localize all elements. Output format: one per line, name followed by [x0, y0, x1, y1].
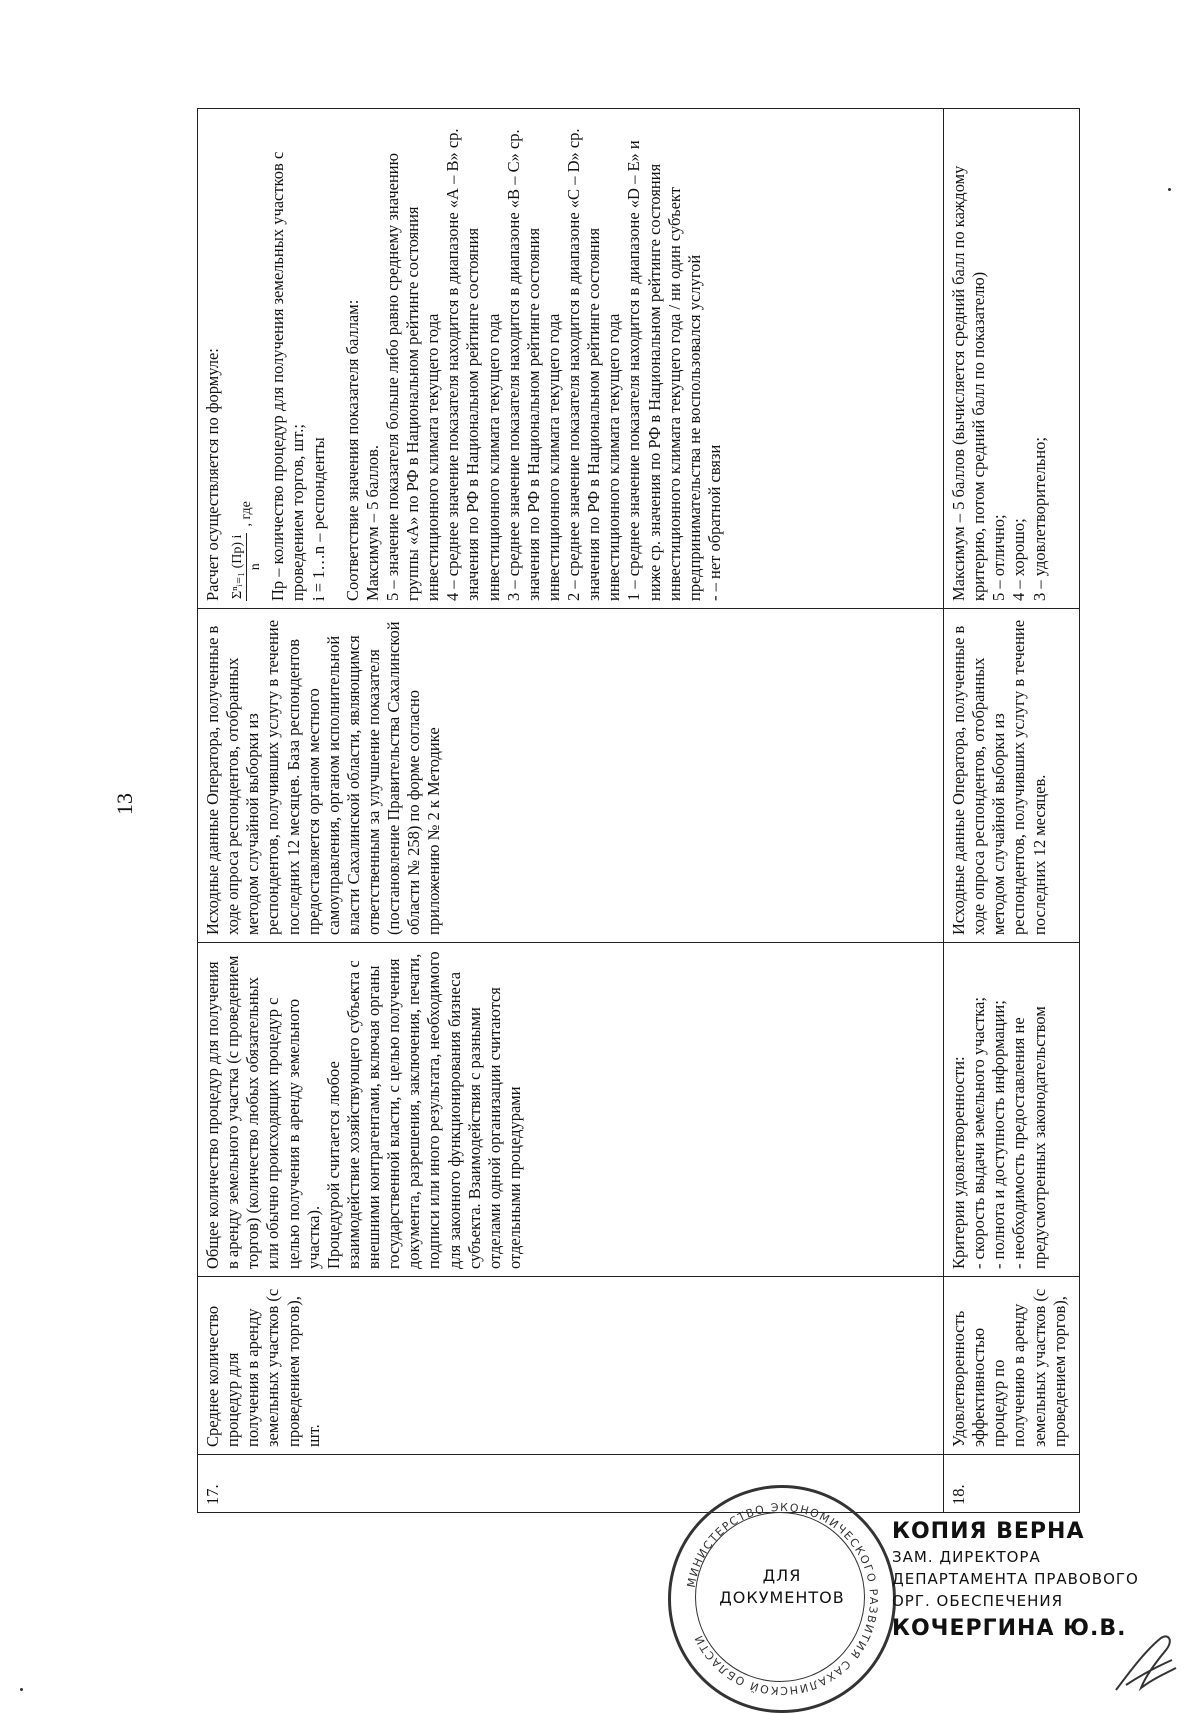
row-number: 17.: [198, 1455, 944, 1513]
indicator-name: Удовлетворенность эффективностью процедур по получению в аренду земельных участков (с проведением торгов),: [944, 1277, 1080, 1455]
definition-line: - необходимость предоставления не предусмотренных законодательством: [1009, 1006, 1049, 1269]
score-line: 2 – среднее значение показателя находится в диапазоне «С – D» ср. значения по РФ в Национальном рейтинге состояния инвестиционного климата текущего года: [564, 128, 624, 601]
score-line: Соответствие значения показателя баллам:: [342, 299, 362, 601]
document-table-rotated: [197, 109, 1079, 1513]
calculation-method: [198, 109, 944, 609]
score-line: 3 – среднее значение показателя находится в диапазоне «В – С» ср. значения по РФ в Национальном рейтинге состояния инвестиционного климата текущего года: [503, 129, 563, 601]
definition-line: Критерии удовлетворенности:: [949, 1056, 968, 1269]
calc-legend: Пр – количество процедур для получения земельных участков с проведением торгов, шт.;: [268, 151, 308, 601]
score-line: - – нет обратной связи: [704, 444, 724, 601]
data-source: Исходные данные Оператора, полученные в ходе опроса респондентов, отобранных методом случайной выборки из респондентов, получивших услугу в течение последних 12 месяцев. База респондентов предоставляется органом местного самоуправления, органом исполнительной власти Сахалинской области, являющимся ответственным за улучшение показателя (постановление Правительства Сахалинской области № 258) по форме согласно приложению № 2 к Методике: [198, 609, 944, 943]
indicator-name: Среднее количество процедур для получения в аренду земельных участков (с проведением торгов), шт.: [198, 1277, 944, 1455]
stamp-center-line1: ДЛЯ: [762, 1566, 802, 1585]
svg-text:МИНИСТЕРСТВО ЭКОНОМИЧЕСКОГО РА: МИНИСТЕРСТВО ЭКОНОМИЧЕСКОГО РАЗВИТИЯ САХАЛИНСКОЙ ОБЛАСТИ: [684, 1500, 881, 1698]
handwritten-signature: [1106, 1630, 1186, 1700]
page-number: 13: [112, 793, 137, 815]
certification-line4: ОРГ. ОБЕСПЕЧЕНИЯ: [892, 1592, 1064, 1610]
calc-line: 5 – отлично;: [989, 514, 1009, 601]
formula-suffix: , где: [239, 501, 255, 527]
certification-line3: ДЕПАРТАМЕНТА ПРАВОВОГО: [892, 1570, 1139, 1588]
certification-line2: ЗАМ. ДИРЕКТОРА: [892, 1548, 1041, 1566]
certification-line1: КОПИЯ ВЕРНА: [892, 1519, 1085, 1544]
calc-legend: i = 1…n – респонденты: [308, 437, 328, 601]
indicator-definition: [198, 943, 944, 1277]
scan-artifact: [1168, 188, 1171, 191]
scan-artifact: [20, 1688, 23, 1691]
calc-line: 4 – хорошо;: [1009, 518, 1029, 601]
definition-paragraph: Процедурой считается любое взаимодействие хозяйствующего субъекта с внешними контрагентами, включая органы государственной власти, с целью получения документа, разрешения, заключения, печати, подписи или иного результата, необходимого для законного функционирования бизнеса субъекта. Взаимодействия с разными отделами одной организации считаются отдельными процедурами: [323, 951, 524, 1269]
data-source: Исходные данные Оператора, полученные в ходе опроса респондентов, отобранных методом случайной выборки из респондентов, получивших услугу в течение последних 12 месяцев.: [944, 609, 1080, 943]
definition-paragraph: Общее количество процедур для получения в аренду земельного участка (с проведением торгов) (количество любых обязательных или обычно происходящих процедур с целью получения в аренду земельного участка).: [203, 955, 323, 1269]
indicator-definition: [944, 943, 1080, 1277]
calc-line: Максимум – 5 баллов (вычисляется средний балл по каждому критерию, потом средний балл по показателю): [949, 165, 989, 601]
score-line: 1 – среднее значение показателя находится в диапазоне «D – Е» и ниже ср. значения по РФ в Национальном рейтинге состояния инвестиционного климата текущего года / ни один субъект предпринимательства не воспользовался услугой: [624, 140, 704, 601]
official-stamp: [668, 1485, 896, 1713]
score-line: 5 – значение показателя больше либо равно среднему значению группы «А» по РФ в Национальном рейтинге состояния инвестиционного климата текущего года: [382, 153, 443, 601]
definition-line: - скорость выдачи земельного участка;: [969, 997, 989, 1269]
certification-line5: КОЧЕРГИНА Ю.В.: [892, 1616, 1127, 1641]
formula: [229, 116, 264, 601]
indicators-table: [197, 108, 1080, 1513]
formula-denominator: n: [248, 563, 264, 571]
stamp-center-line2: ДОКУМЕНТОВ: [719, 1588, 845, 1607]
certification-block: [892, 1519, 1139, 1641]
score-line: Максимум – 5 баллов.: [362, 444, 382, 601]
table-row: [198, 109, 944, 1513]
row-number: 18.: [944, 1455, 1080, 1513]
score-line: 4 – среднее значение показателя находится в диапазоне «А – В» ср. значения по РФ в Национальном рейтинге состояния инвестиционного климата текущего года: [443, 128, 503, 601]
definition-line: - полнота и доступность информации;: [989, 1000, 1009, 1269]
formula-numerator: Σⁿᵢ₌₁ (Пр) i: [229, 533, 247, 601]
calc-line: 3 – удовлетворительно;: [1029, 437, 1049, 601]
calc-intro: Расчет осуществляется по формуле:: [203, 348, 222, 601]
table-row: [944, 109, 1080, 1513]
calculation-method: [944, 109, 1080, 609]
